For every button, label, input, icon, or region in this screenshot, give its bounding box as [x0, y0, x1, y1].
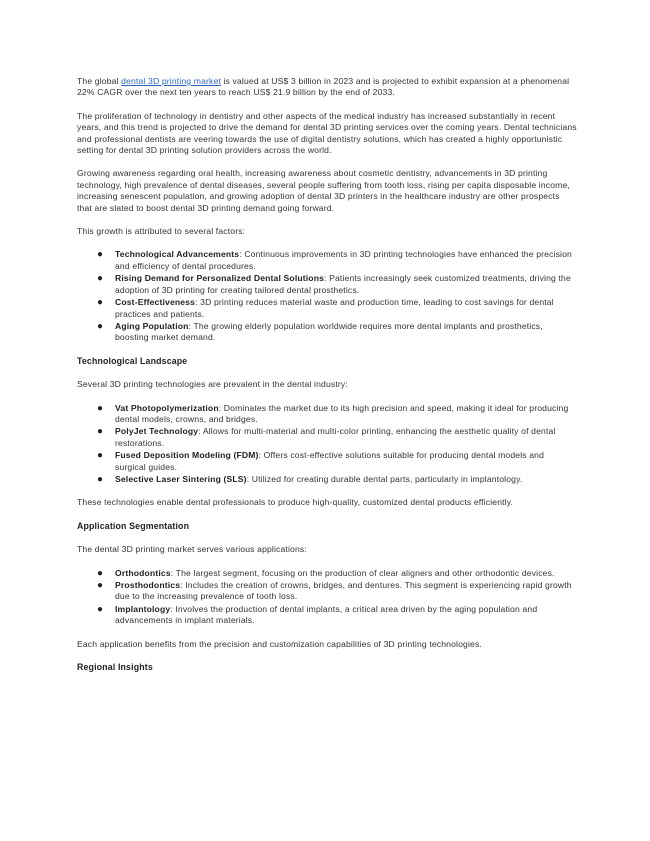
paragraph-growth: This growth is attributed to several factors:	[77, 226, 246, 237]
list-item-text: : Continuous improvements in 3D printing technologies have enhanced the precision and efficiency of dental procedures.	[115, 249, 572, 271]
bullet-icon: ●	[97, 473, 104, 485]
document-page	[77, 76, 577, 685]
list-item-text: : The growing elderly population worldwide requires more dental implants and prosthetics, boosting market demand.	[115, 320, 543, 343]
list-item-term: Implantology	[115, 603, 171, 614]
list-item	[77, 604, 577, 627]
list-item-text: : Involves the production of dental implants, a critical area driven by the aging population and advancements in implant materials.	[115, 603, 538, 626]
list-item	[77, 450, 577, 473]
list-item	[77, 580, 577, 603]
factors-list	[77, 249, 577, 343]
list-item	[77, 474, 577, 485]
paragraph-tech-intro: Several 3D printing technologies are prevalent in the dental industry:	[77, 379, 348, 390]
list-item-term: Orthodontics	[115, 567, 171, 578]
list-item	[77, 403, 577, 426]
bullet-icon: ●	[97, 402, 104, 414]
bullet-icon: ●	[97, 580, 104, 591]
list-item-term: Aging Population	[115, 320, 189, 331]
list-item	[77, 568, 577, 579]
bullet-icon: ●	[97, 320, 104, 332]
market-link[interactable]: dental 3D printing market	[121, 76, 221, 86]
list-item-term: Vat Photopolymerization	[115, 402, 219, 413]
intro-text-pre: The global	[77, 76, 122, 86]
intro-text-post: is valued at US$ 3 billion in 2023 and is projected to exhibit expansion at a phenomenal 22% CAGR over the next ten years to reach US$ 21.9 billion by the end of 2033.	[77, 76, 570, 98]
bullet-icon: ●	[97, 603, 104, 615]
list-item-text: : Utilized for creating durable dental parts, particularly in implantology.	[246, 473, 523, 484]
list-item-term: Prosthodontics	[115, 580, 181, 590]
list-item-text: : 3D printing reduces material waste and production time, leading to cost savings for dental practices and patients.	[115, 297, 554, 319]
list-item	[77, 249, 577, 272]
list-item	[77, 297, 577, 320]
list-item	[77, 321, 577, 344]
bullet-icon: ●	[97, 297, 104, 309]
list-item-text: : Patients increasingly seek customized treatments, driving the adoption of 3D printing for creating tailored dental prosthetics.	[115, 273, 571, 295]
bullet-icon: ●	[97, 450, 104, 462]
list-item-term: Selective Laser Sintering (SLS)	[115, 473, 247, 484]
list-item-text: : Offers cost-effective solutions suitable for producing dental models and surgical guides.	[115, 450, 545, 472]
paragraph-app-intro: The dental 3D printing market serves various applications:	[77, 544, 307, 555]
intro-paragraph	[77, 76, 577, 99]
list-item	[77, 426, 577, 449]
bullet-icon: ●	[97, 249, 104, 261]
list-item-text: : Allows for multi-material and multi-color printing, enhancing the aesthetic quality of dental restorations.	[115, 426, 556, 448]
paragraph-awareness: Growing awareness regarding oral health, increasing awareness about cosmetic dentistry, advancements in 3D printing technology, high prevalence of dental diseases, several people suffering from tooth loss, rising per capita disposable income, increasing senescent population, and growing adoption of dental 3D printers in the healthcare industry are other prospects that are slated to boost dental 3D printing demand going forward.	[77, 168, 570, 213]
list-item-term: Cost-Effectiveness	[115, 297, 196, 308]
list-item-term: Technological Advancements	[115, 249, 240, 260]
bullet-icon: ●	[97, 567, 104, 579]
list-item-term: Fused Deposition Modeling (FDM)	[115, 450, 259, 461]
list-item-text: : Dominates the market due to its high precision and speed, making it ideal for producing dental models, crowns, and bridges.	[115, 402, 569, 424]
paragraph-tech-outro: These technologies enable dental professionals to produce high-quality, customized dental products efficiently.	[77, 497, 514, 508]
heading-regional-insights: Regional Insights	[77, 662, 153, 673]
bullet-icon: ●	[97, 273, 104, 285]
list-item	[77, 273, 577, 296]
list-item-text: : The largest segment, focusing on the production of clear aligners and other orthodontic devices.	[170, 567, 555, 578]
applications-list	[77, 568, 577, 627]
heading-technological-landscape: Technological Landscape	[77, 355, 188, 366]
heading-application-segmentation: Application Segmentation	[77, 520, 190, 531]
list-item-term: Rising Demand for Personalized Dental Solutions	[115, 273, 325, 284]
list-item-text: : Includes the creation of crowns, bridges, and dentures. This segment is experiencing rapid growth due to the increasing prevalence of tooth loss.	[115, 580, 572, 602]
bullet-icon: ●	[97, 426, 104, 438]
list-item-term: PolyJet Technology	[115, 426, 199, 437]
technologies-list	[77, 403, 577, 486]
paragraph-proliferation: The proliferation of technology in dentistry and other aspects of the medical industry has increased substantially in recent years, and this trend is projected to drive the demand for dental 3D printing services over the coming years. Dental technicians and professional dentists are veering towards the use of digital dentistry solutions, which has created a highly opportunistic setting for dental 3D printing solution providers across the world.	[77, 110, 577, 156]
paragraph-app-outro: Each application benefits from the precision and customization capabilities of 3D printing technologies.	[77, 638, 482, 649]
